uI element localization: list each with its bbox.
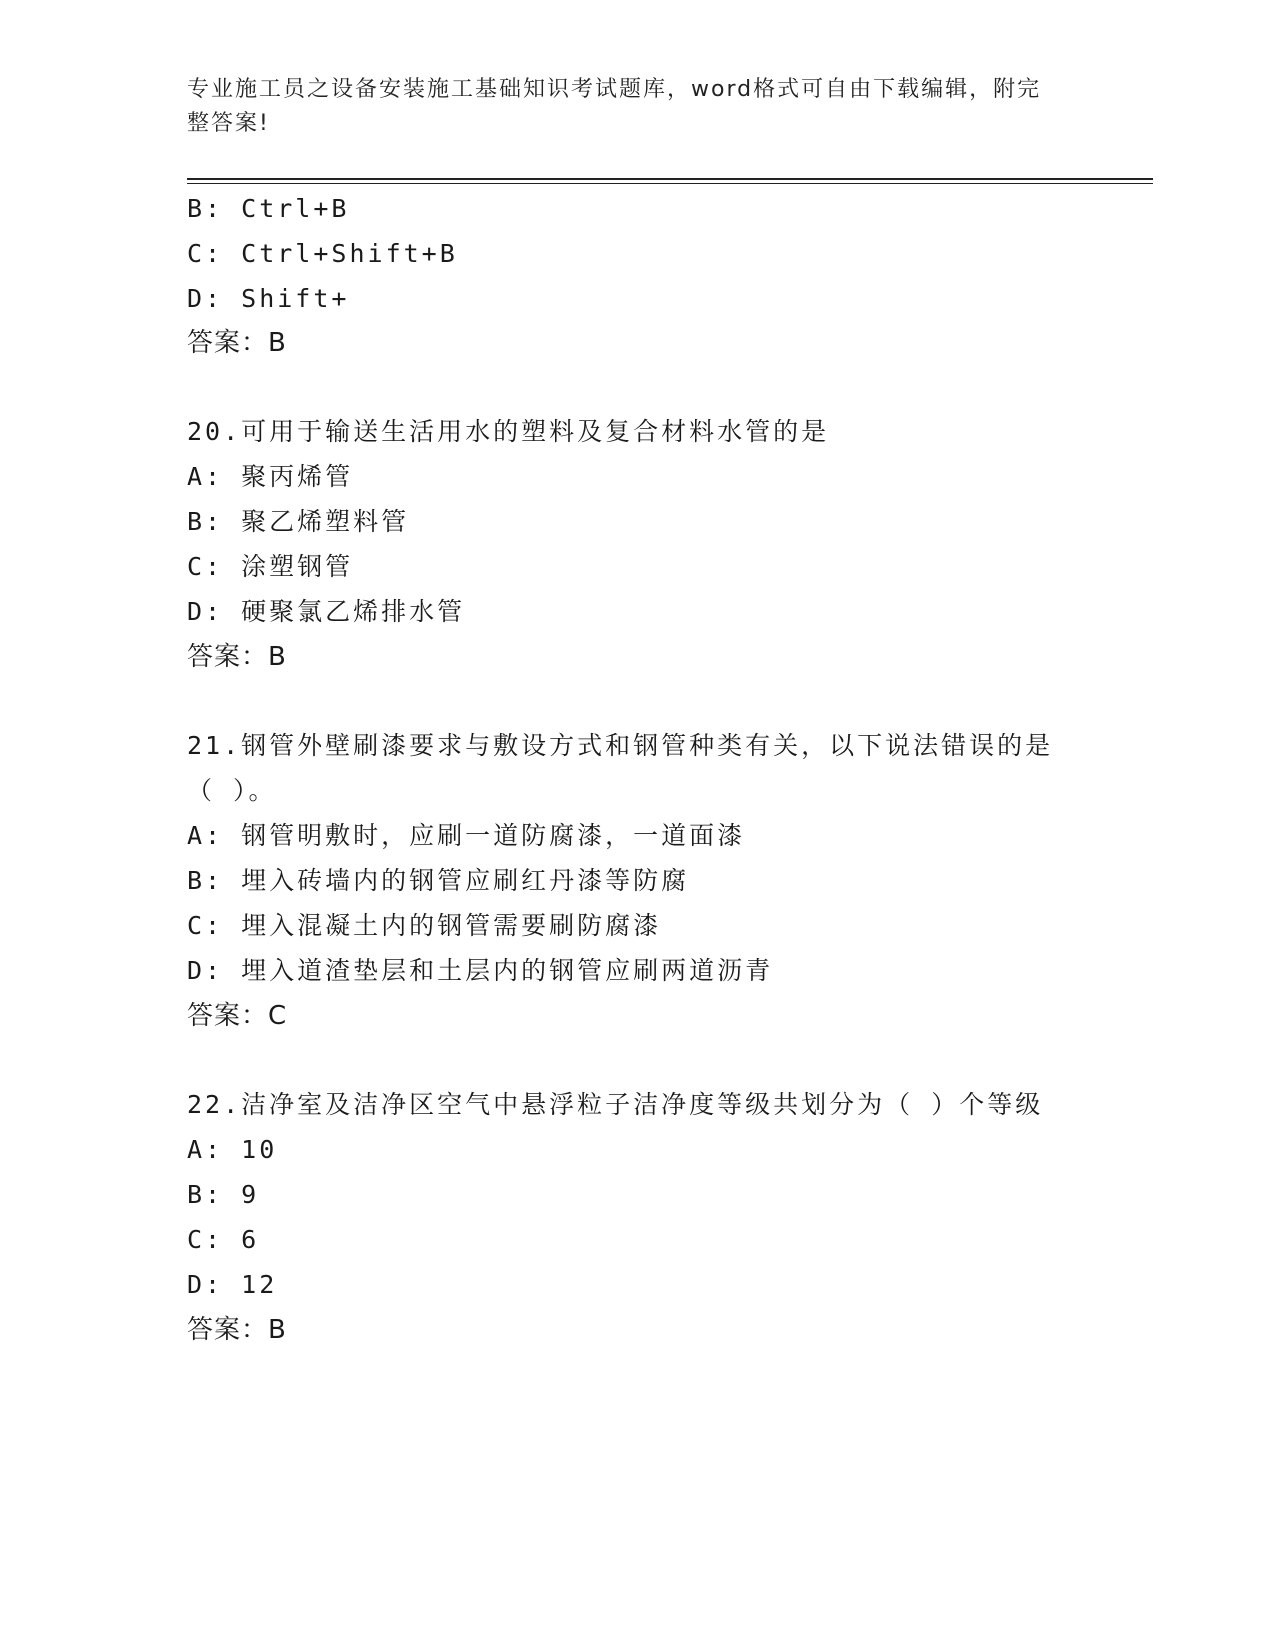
q22-option-b: B: 9 xyxy=(187,1180,260,1209)
header-line-1: 专业施工员之设备安装施工基础知识考试题库，word格式可自由下载编辑，附完 xyxy=(187,77,1042,102)
header-line-2: 整答案! xyxy=(187,111,270,136)
q19-option-c: C: Ctrl+Shift+B xyxy=(187,239,458,268)
q21-option-c: C: 埋入混凝土内的钢管需要刷防腐漆 xyxy=(187,911,662,940)
q20-option-d: D: 硬聚氯乙烯排水管 xyxy=(187,597,466,626)
header-divider-thick xyxy=(187,178,1153,180)
q22-option-d: D: 12 xyxy=(187,1270,278,1299)
q21-answer: 答案：C xyxy=(187,1001,288,1031)
q21-question-line-2: （ ）。 xyxy=(187,776,277,805)
q20-answer: 答案：B xyxy=(187,642,287,672)
q21-option-a: A: 钢管明敷时，应刷一道防腐漆，一道面漆 xyxy=(187,821,746,850)
header-divider-thin xyxy=(187,183,1153,184)
q21-option-b: B: 埋入砖墙内的钢管应刷红丹漆等防腐 xyxy=(187,866,690,895)
q22-question: 22.洁净室及洁净区空气中悬浮粒子洁净度等级共划分为（ ）个等级 xyxy=(187,1090,1044,1119)
q20-option-c: C: 涂塑钢管 xyxy=(187,552,354,581)
q22-option-a: A: 10 xyxy=(187,1135,278,1164)
q19-option-b: B: Ctrl+B xyxy=(187,194,350,223)
q22-answer: 答案：B xyxy=(187,1315,287,1345)
q19-option-d: D: Shift+ xyxy=(187,284,350,313)
q20-question: 20.可用于输送生活用水的塑料及复合材料水管的是 xyxy=(187,417,830,446)
q21-question-line-1: 21.钢管外壁刷漆要求与敷设方式和钢管种类有关，以下说法错误的是 xyxy=(187,731,1054,760)
document-header xyxy=(187,73,1067,141)
q20-option-b: B: 聚乙烯塑料管 xyxy=(187,507,410,536)
q21-option-d: D: 埋入道渣垫层和土层内的钢管应刷两道沥青 xyxy=(187,956,774,985)
q20-option-a: A: 聚丙烯管 xyxy=(187,462,354,491)
q22-option-c: C: 6 xyxy=(187,1225,260,1254)
q19-answer: 答案：B xyxy=(187,328,287,358)
